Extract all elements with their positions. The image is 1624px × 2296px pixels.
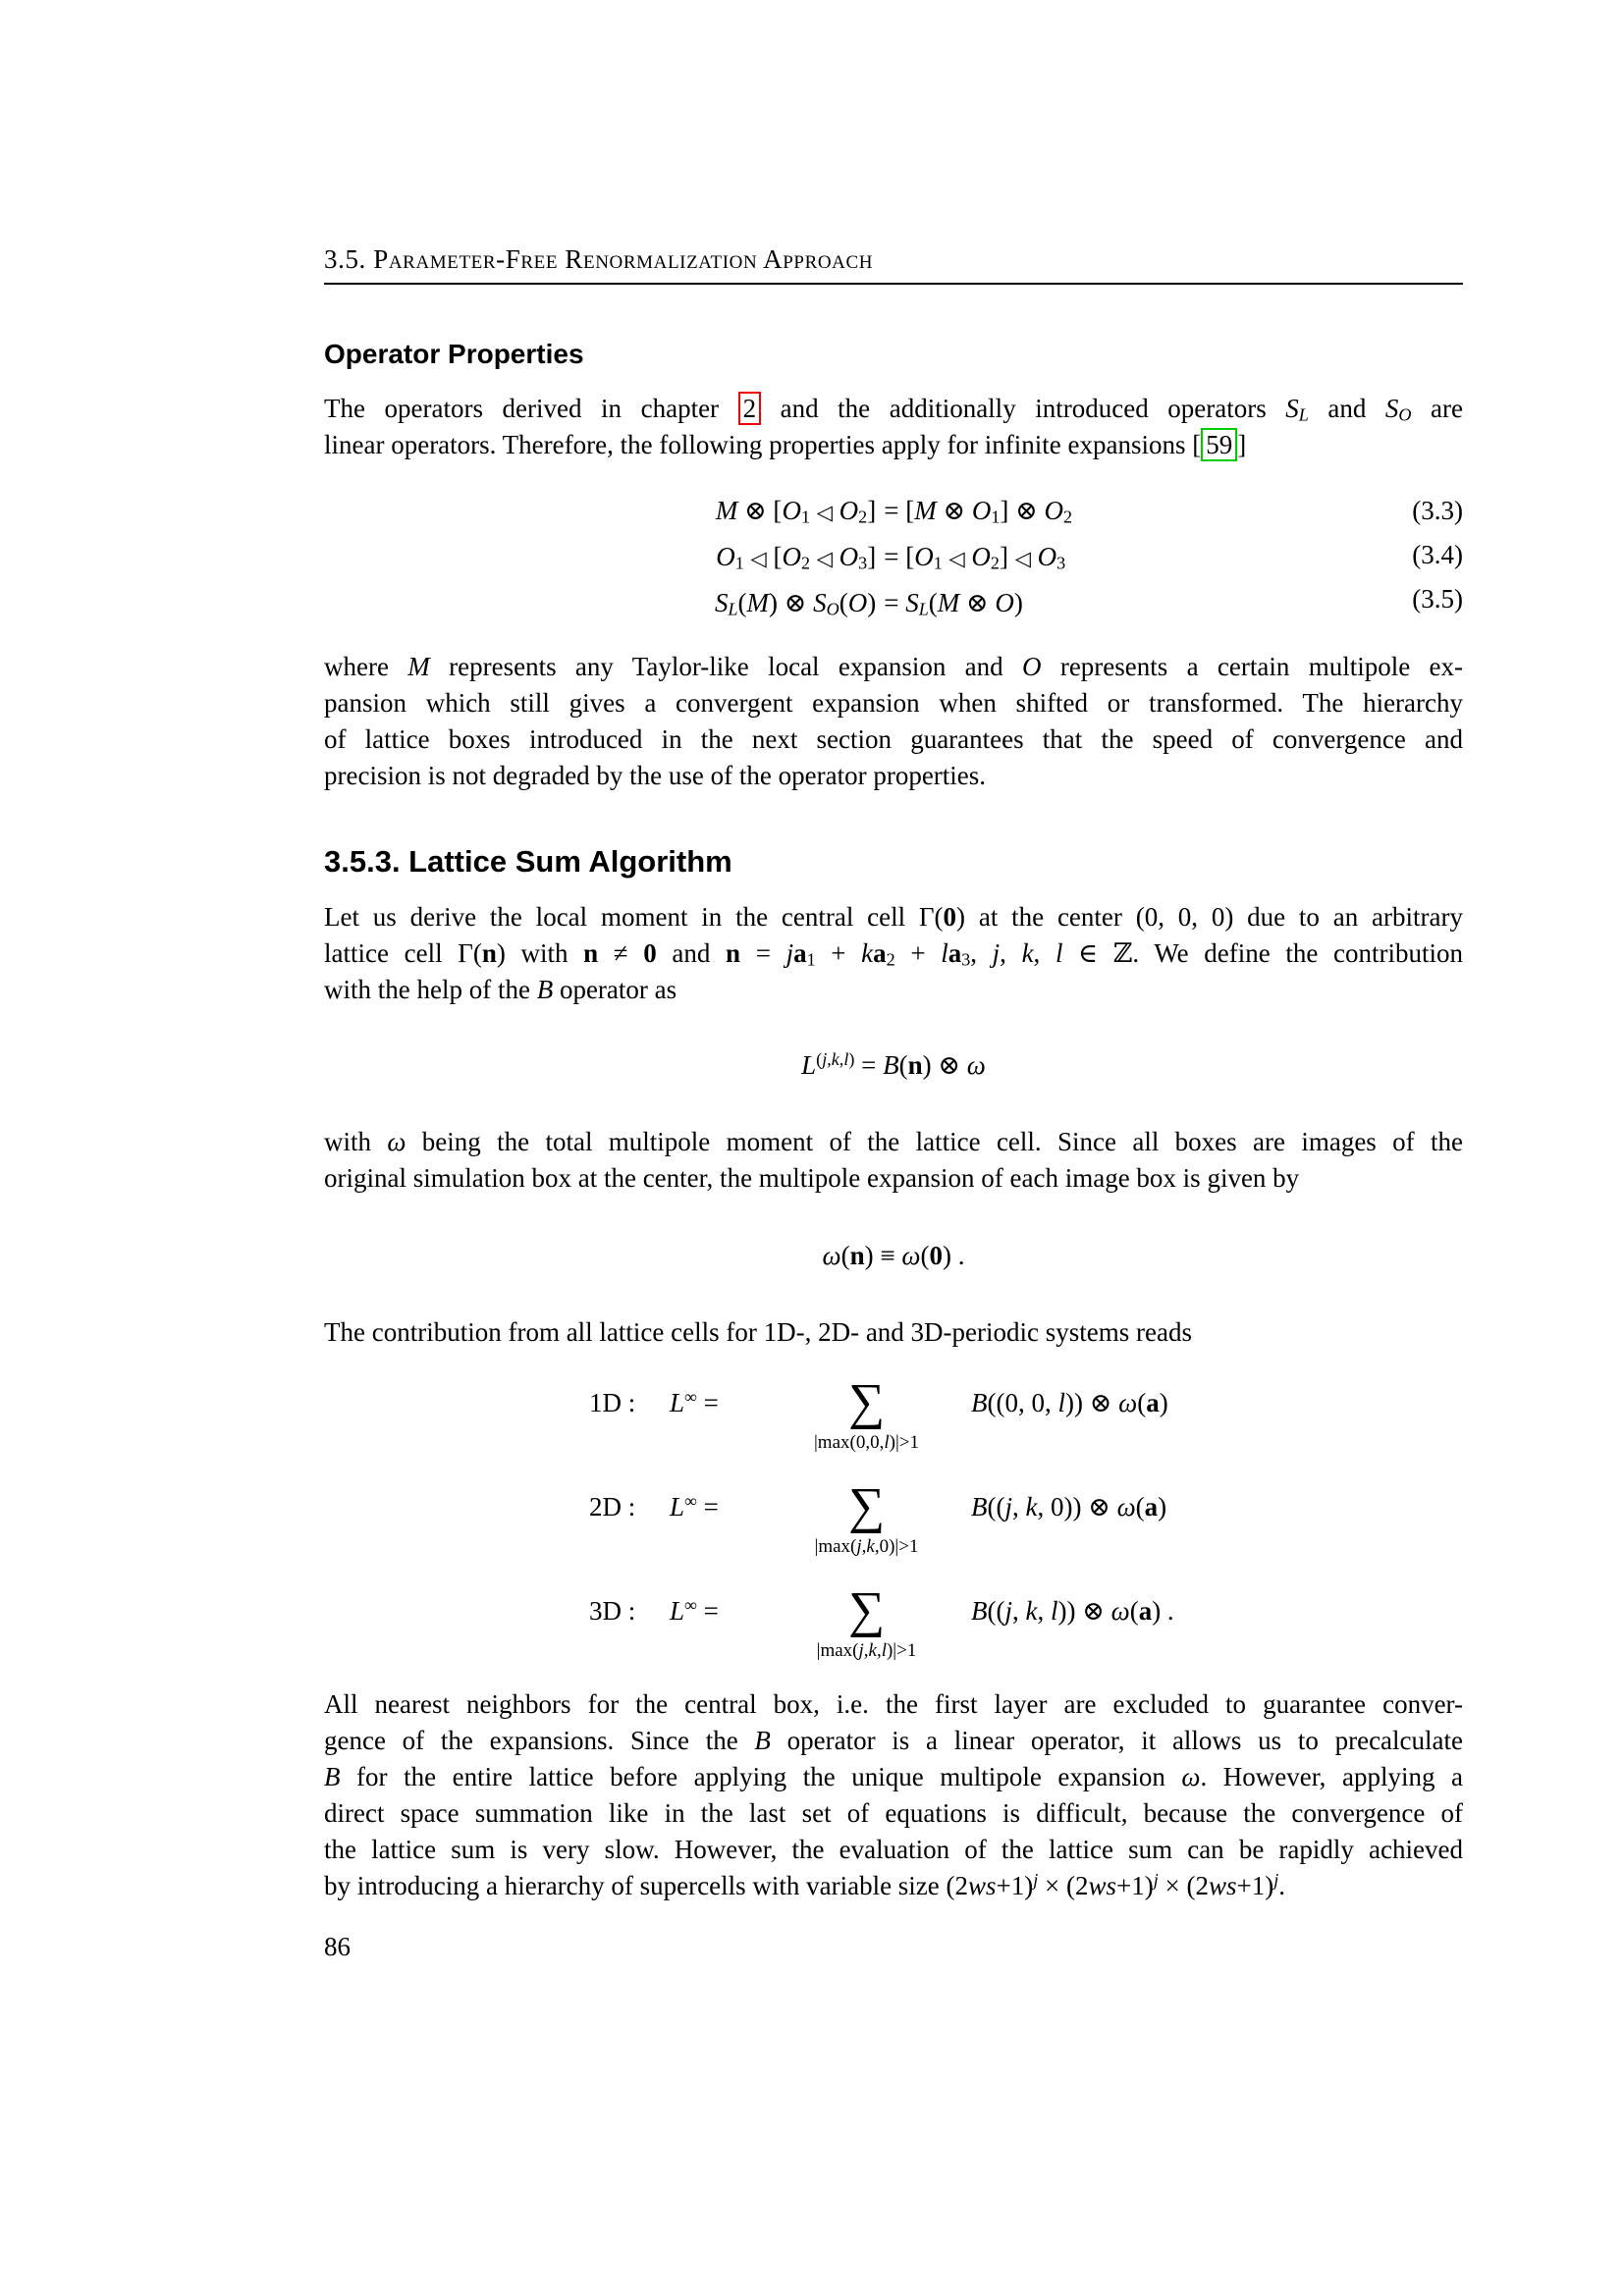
sum-rhs: B((0, 0, l)) ⊗ ω(a) — [971, 1388, 1168, 1417]
text-line: lattice cell Γ(n) with n ≠ 0 and $n = ja_1 + ka_2 + la_3$, j, k, l ∈ ℤ. We define the contribution — [324, 938, 1463, 970]
sum-limit: |max(0,0,l)|>1 — [814, 1432, 919, 1453]
sum-equation-1d — [589, 1374, 1463, 1455]
page-number: 86 — [324, 1932, 351, 1961]
sum-rhs: B((j, k, 0)) ⊗ ω(a) — [971, 1492, 1167, 1522]
equation-3-5-rhs: = $S_L(M$ ⊗ O) — [884, 588, 1023, 619]
dimension-label: 3D : — [589, 1596, 636, 1626]
sum-limit: |max(j,k,l)|>1 — [816, 1640, 917, 1661]
sum-equation-2d — [589, 1478, 1463, 1559]
header-rule — [324, 283, 1463, 285]
paragraph-contribution — [324, 1314, 1463, 1351]
sigma-symbol: ∑ — [847, 1478, 886, 1534]
equation-3-5-lhs: $S_L(M)$ ⊗ $S_O(O)$ — [714, 588, 877, 619]
text-line: with the help of the B operator as — [324, 975, 677, 1004]
heading-lattice-sum-algorithm: 3.5.3. Lattice Sum Algorithm — [324, 844, 732, 879]
sum-equation-3d — [589, 1582, 1463, 1663]
text-line: where M represents any Taylor-like local expansion and O represents a certain multipole ex- — [324, 652, 1463, 681]
paragraph-operators-intro — [324, 391, 1463, 463]
text-line: gence of the expansions. Since the B operator is a linear operator, it allows us to precalculate — [324, 1726, 1463, 1755]
sum-lhs: L∞ = — [670, 1490, 719, 1522]
paragraph-where-m — [324, 649, 1463, 794]
text-line: with ω being the total multipole moment of the lattice cell. Since all boxes are images of the — [324, 1127, 1463, 1156]
equation-number-3-3: (3.3) — [1412, 496, 1463, 525]
chapter-2-link[interactable]: 2 — [738, 392, 762, 425]
equation-number-3-4: (3.4) — [1412, 540, 1463, 569]
equation-local-moment: L$^{(j,k,l)}$ = B(n) ⊗ ω — [801, 1048, 986, 1080]
sigma-symbol: ∑ — [847, 1582, 886, 1638]
running-header — [324, 243, 1463, 285]
paragraph-nearest-neighbors — [324, 1686, 1463, 1904]
sigma-symbol: ∑ — [847, 1374, 886, 1430]
text-line: All nearest neighbors for the central box, i.e. the first layer are excluded to guarantee conver- — [324, 1689, 1463, 1719]
sum-limit: |max(j,k,0)|>1 — [814, 1536, 919, 1557]
equation-omega-identity: ω(n) ≡ ω(0) . — [822, 1241, 965, 1270]
running-header-text: 3.5. Parameter-Free Renormalization Approach — [324, 244, 874, 274]
page-content — [324, 243, 1463, 1904]
text-line: direct space summation like in the last set of equations is difficult, because the convergence of — [324, 1798, 1463, 1828]
dimension-label: 1D : — [589, 1388, 636, 1417]
text-line: The contribution from all lattice cells for 1D-, 2D- and 3D-periodic systems reads — [324, 1317, 1192, 1347]
aligned-equations — [715, 489, 1072, 625]
citation-59-link[interactable]: 59 — [1201, 428, 1237, 461]
summation-symbol-group — [776, 1478, 957, 1559]
text-line: precision is not degraded by the use of the operator properties. — [324, 761, 987, 790]
text-line: by introducing a hierarchy of supercells with variable size $(2ws+1)^j \times (2ws+1)^j \times (2ws+1)^j$. — [324, 1869, 1286, 1900]
text-line: B for the entire lattice before applying the unique multipole expansion ω. However, applying a — [324, 1762, 1463, 1791]
equation-3-4-rhs: = [$O_1$ ◁ $O_2$] ◁ $O_3$ — [884, 542, 1066, 573]
dimension-label: 2D : — [589, 1492, 636, 1522]
text-line: linear operators. Therefore, the following properties apply for infinite expansions [ 59 ] — [324, 430, 1247, 459]
equation-block-lattice-sums — [589, 1374, 1463, 1663]
equation-3-3-rhs: = [M ⊗ $O_1$] ⊗ $O_2$ — [884, 496, 1073, 527]
sum-lhs: L∞ = — [670, 1386, 719, 1417]
text-line: original simulation box at the center, the multipole expansion of each image box is given by — [324, 1163, 1300, 1193]
text-line: Let us derive the local moment in the central cell Γ(0) at the center (0, 0, 0) due to an arbitrary — [324, 902, 1463, 932]
sum-lhs: L∞ = — [670, 1594, 719, 1626]
heading-operator-properties: Operator Properties — [324, 339, 584, 369]
text-line: The operators derived in chapter 2 and the additionally introduced operators $S_L$ and $S_O$ are — [324, 394, 1463, 425]
text-line: of lattice boxes introduced in the next section guarantees that the speed of convergence and — [324, 724, 1463, 754]
equation-3-3-lhs: M ⊗ [$O_1$ ◁ $O_2$] — [715, 496, 877, 527]
paragraph-local-moment — [324, 899, 1463, 1008]
sum-rhs: B((j, k, l)) ⊗ ω(a) . — [971, 1596, 1174, 1626]
equation-3-4-lhs: $O_1$ ◁ [$O_2$ ◁ $O_3$] — [716, 542, 877, 573]
equation-number-3-5: (3.5) — [1412, 584, 1463, 614]
summation-symbol-group — [776, 1582, 957, 1663]
text-line: the lattice sum is very slow. However, the evaluation of the lattice sum can be rapidly achieved — [324, 1835, 1463, 1864]
paragraph-omega — [324, 1124, 1463, 1197]
text-line: pansion which still gives a convergent expansion when shifted or transformed. The hierarchy — [324, 688, 1463, 718]
equation-block-operator-properties — [324, 489, 1463, 625]
summation-symbol-group — [776, 1374, 957, 1455]
